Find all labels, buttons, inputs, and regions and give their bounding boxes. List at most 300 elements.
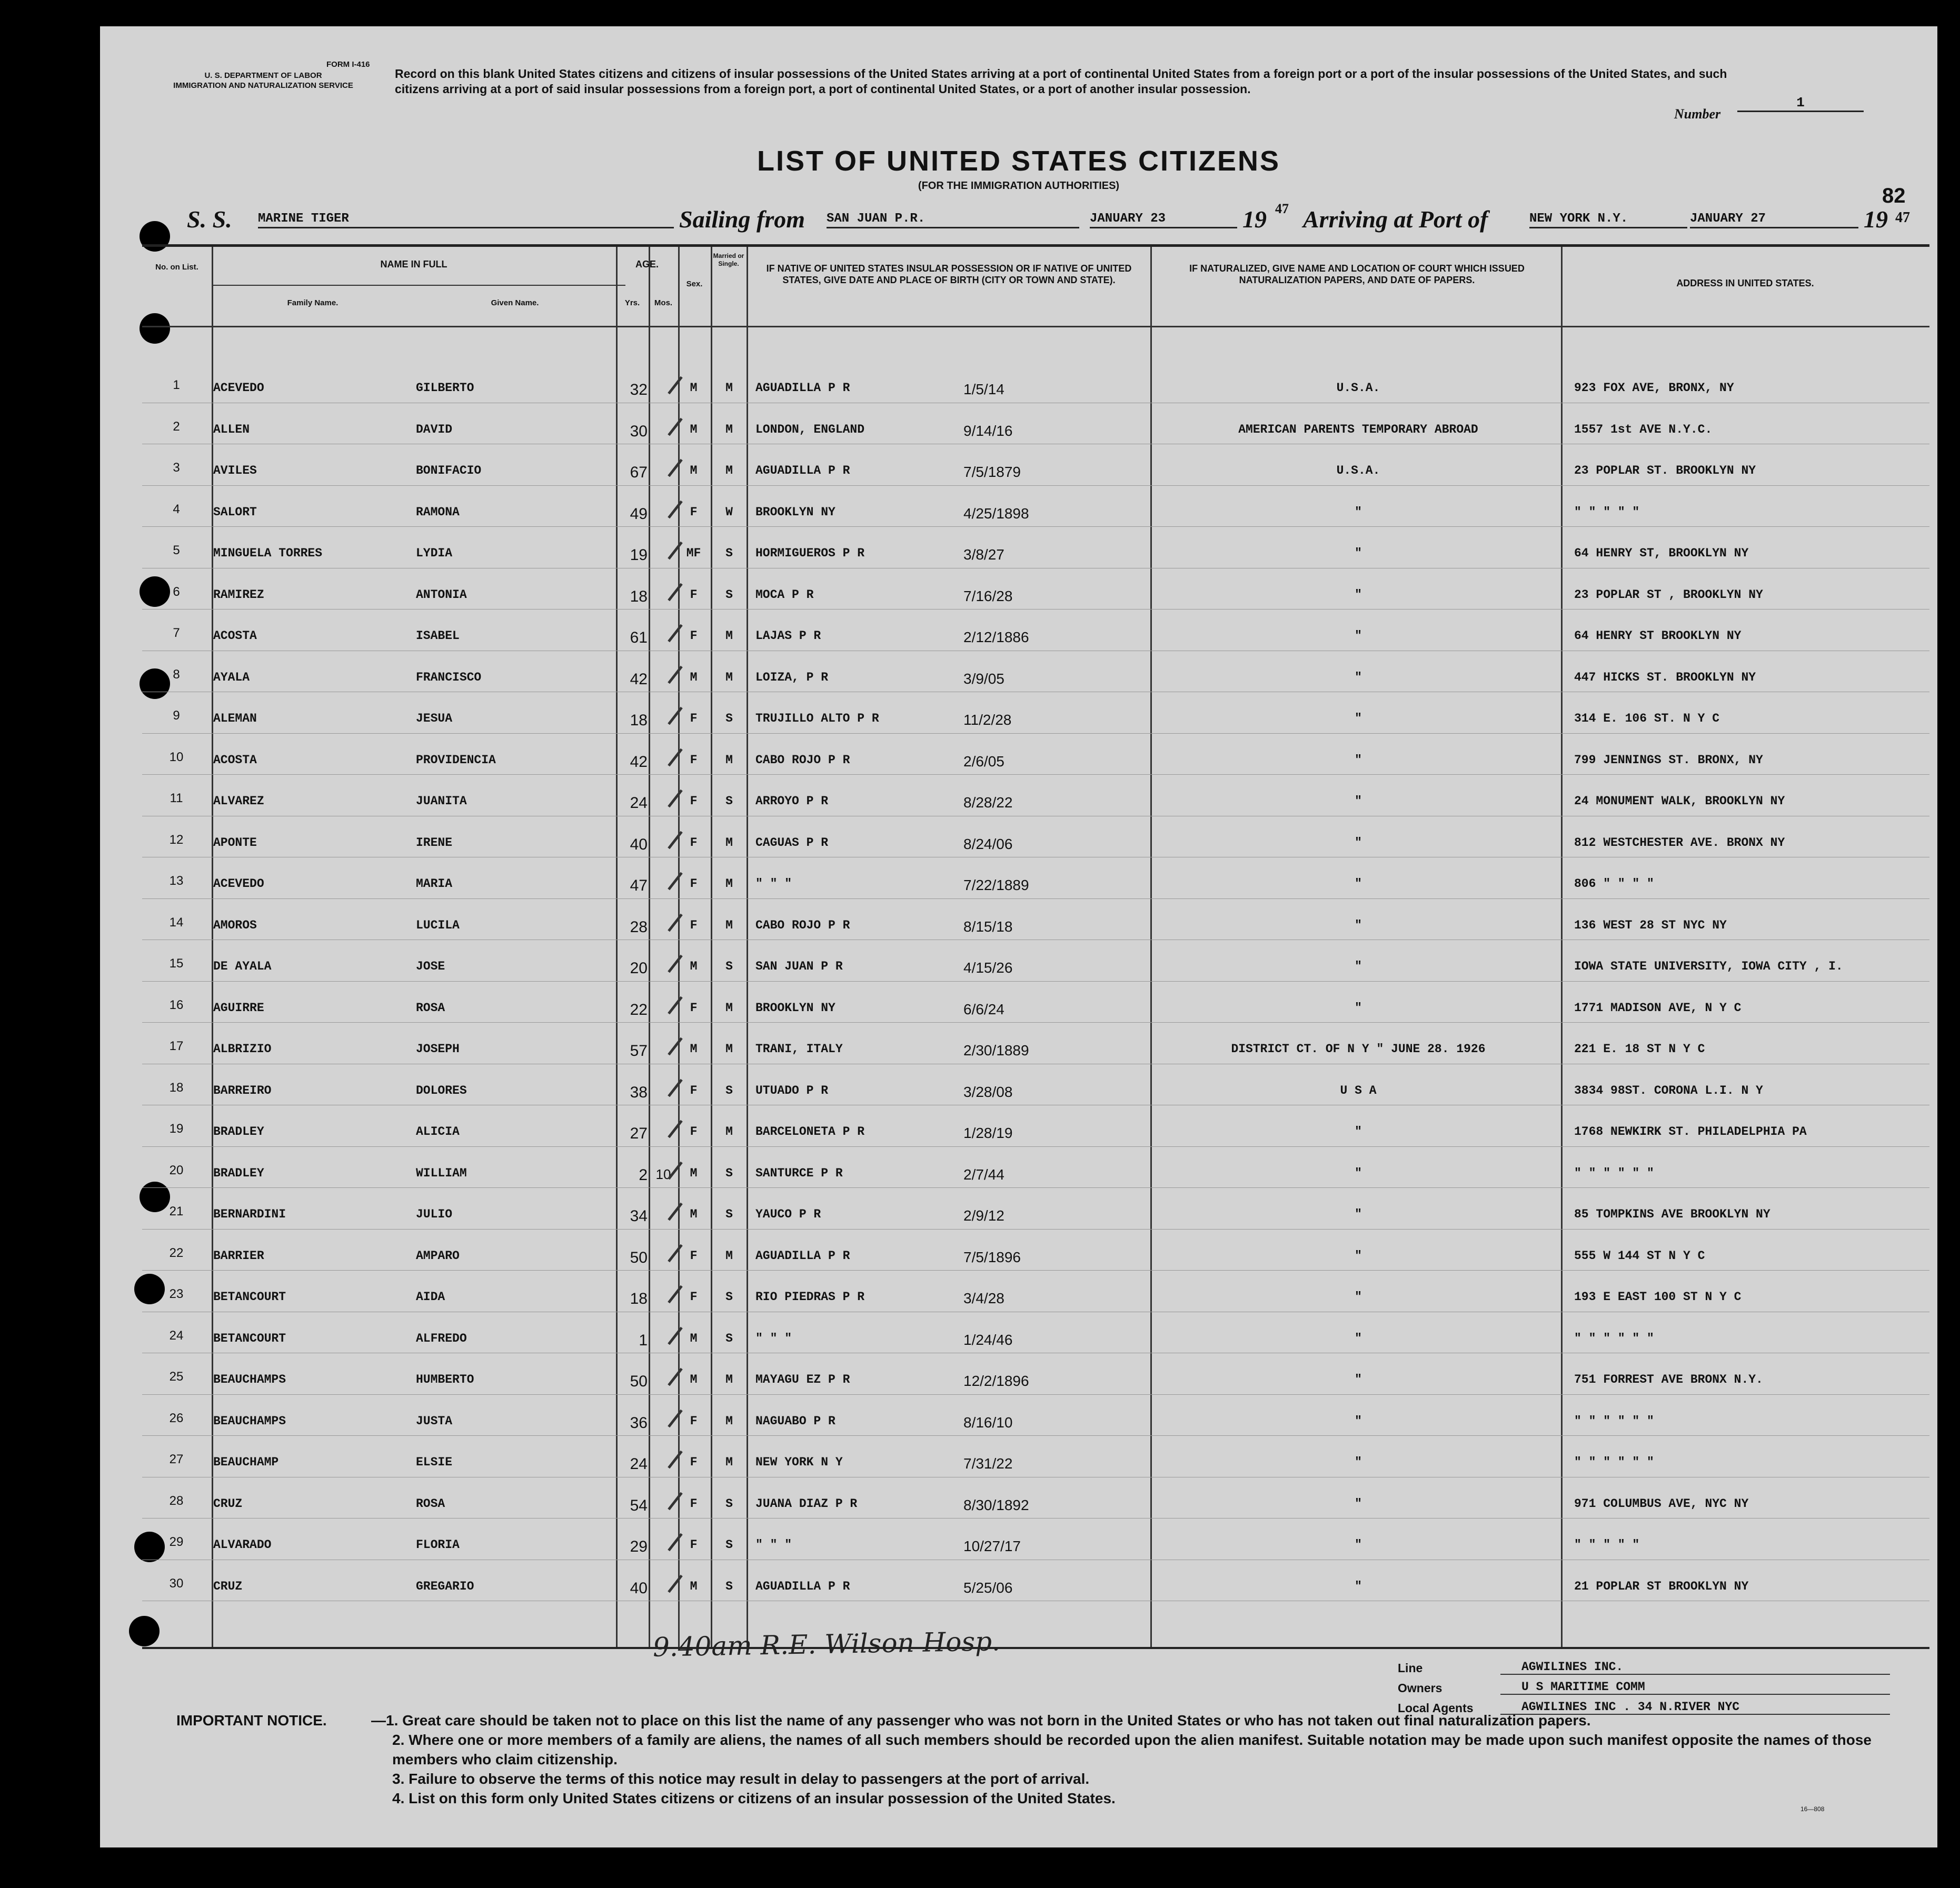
family-name: ACOSTA	[213, 753, 257, 767]
row-number: 2	[173, 419, 180, 434]
us-address: 923 FOX AVE, BRONX, NY	[1574, 381, 1734, 395]
notice-item-1: —1. Great care should be taken not to place on this list the name of any passenger who was not born in the United States or who has not taken out final naturalization papers.	[371, 1712, 1591, 1729]
given-name: JUANITA	[416, 794, 467, 808]
age-years: 50	[630, 1373, 648, 1390]
column-yrs: Yrs.	[624, 298, 640, 307]
us-address: 447 HICKS ST. BROOKLYN NY	[1574, 670, 1756, 684]
sex: F	[690, 505, 698, 519]
marital-status: S	[725, 546, 733, 560]
given-name: JOSEPH	[416, 1042, 460, 1056]
birth-date: 7/22/1889	[963, 877, 1029, 893]
table-row	[142, 660, 1929, 700]
marital-status: S	[725, 794, 733, 808]
agents-label: Local Agents	[1398, 1701, 1474, 1715]
age-years: 1	[639, 1331, 648, 1349]
row-number: 5	[173, 543, 180, 557]
sex: F	[690, 753, 698, 767]
naturalization: "	[1355, 835, 1362, 850]
ss-label: S. S.	[187, 206, 232, 233]
birth-place: " " "	[755, 877, 792, 891]
naturalization: "	[1355, 546, 1362, 560]
given-name: GILBERTO	[416, 381, 474, 395]
form-number: FORM I-416	[326, 60, 370, 69]
arriving-port: NEW YORK N.Y.	[1529, 212, 1687, 228]
naturalization: "	[1355, 712, 1362, 725]
marital-status: S	[725, 1290, 733, 1304]
birth-place: SANTURCE P R	[755, 1166, 843, 1180]
table-row	[142, 495, 1929, 535]
naturalization: "	[1355, 670, 1362, 684]
given-name: RAMONA	[416, 505, 460, 519]
row-number: 14	[169, 915, 184, 930]
department-name: U. S. DEPARTMENT OF LABOR	[204, 71, 322, 80]
marital-status: M	[725, 1042, 733, 1056]
family-name: AYALA	[213, 670, 250, 684]
voyage-line	[100, 200, 1937, 237]
marital-status: S	[725, 1331, 733, 1345]
manifest-page	[100, 26, 1937, 1847]
naturalization: U S A	[1340, 1083, 1377, 1097]
row-number: 12	[169, 832, 184, 847]
family-name: ACOSTA	[213, 629, 257, 643]
marital-status: S	[725, 1083, 733, 1097]
given-name: ROSA	[416, 1496, 445, 1511]
naturalization: U.S.A.	[1336, 464, 1380, 477]
column-age: AGE.	[635, 259, 659, 269]
column-name-in-full: NAME IN FULL	[380, 259, 447, 269]
family-name: AGUIRRE	[213, 1001, 264, 1015]
us-address: 971 COLUMBUS AVE, NYC NY	[1574, 1496, 1749, 1511]
marital-status: M	[725, 1455, 733, 1469]
row-number: 24	[169, 1328, 184, 1343]
naturalization: "	[1355, 587, 1362, 602]
marital-status: S	[725, 1538, 733, 1552]
birth-place: BROOKLYN NY	[755, 1001, 835, 1015]
row-number: 27	[169, 1452, 184, 1466]
marital-status: M	[725, 918, 733, 932]
age-years: 36	[630, 1414, 648, 1432]
family-name: ALBRIZIO	[213, 1042, 272, 1056]
family-name: BEAUCHAMPS	[213, 1373, 286, 1386]
naturalization: "	[1355, 877, 1362, 891]
naturalization: "	[1355, 1125, 1362, 1138]
family-name: ACEVEDO	[213, 381, 264, 395]
given-name: ISABEL	[416, 629, 460, 643]
sex: F	[690, 1083, 698, 1097]
line-value: AGWILINES INC.	[1500, 1660, 1890, 1675]
birth-place: UTUADO P R	[755, 1083, 829, 1097]
age-years: 22	[630, 1001, 648, 1018]
given-name: JESUA	[416, 712, 453, 725]
table-row	[142, 1156, 1929, 1196]
marital-status: S	[725, 587, 733, 602]
given-name: PROVIDENCIA	[416, 753, 496, 767]
us-address: " " " " " "	[1574, 1331, 1654, 1345]
naturalization: U.S.A.	[1336, 381, 1380, 395]
age-years: 24	[630, 794, 648, 812]
birth-place: SAN JUAN P R	[755, 960, 843, 973]
column-address: ADDRESS IN UNITED STATES.	[1676, 278, 1814, 288]
row-number: 26	[169, 1411, 184, 1425]
birth-place: JUANA DIAZ P R	[755, 1496, 858, 1511]
row-number: 11	[170, 791, 183, 805]
family-name: CRUZ	[213, 1496, 243, 1511]
naturalization: "	[1355, 629, 1362, 643]
given-name: FLORIA	[416, 1538, 460, 1552]
table-row	[142, 701, 1929, 741]
sex: F	[690, 1248, 698, 1263]
us-address: 799 JENNINGS ST. BRONX, NY	[1574, 753, 1763, 767]
arriving-label: Arriving at Port of	[1303, 206, 1488, 233]
birth-date: 2/12/1886	[963, 629, 1029, 645]
family-name: CRUZ	[213, 1579, 243, 1593]
family-name: BERNARDINI	[213, 1207, 286, 1221]
birth-date: 2/9/12	[963, 1207, 1004, 1224]
naturalization: "	[1355, 918, 1362, 932]
sailing-date: JANUARY 23	[1090, 212, 1237, 228]
birth-date: 1/5/14	[963, 381, 1004, 397]
birth-date: 8/16/10	[963, 1414, 1013, 1431]
notice-item-3: 3. Failure to observe the terms of this notice may result in delay to passengers at the port of arrival.	[392, 1771, 1090, 1787]
given-name: ALFREDO	[416, 1331, 467, 1345]
family-name: BRADLEY	[213, 1166, 264, 1180]
given-name: DAVID	[416, 422, 453, 436]
family-name: DE AYALA	[213, 960, 272, 973]
given-name: AIDA	[416, 1290, 445, 1304]
birth-date: 7/16/28	[963, 587, 1013, 604]
age-years: 2	[639, 1166, 648, 1184]
table-row	[142, 577, 1929, 617]
age-years: 42	[630, 670, 648, 688]
birth-place: AGUADILLA P R	[755, 1579, 850, 1593]
age-years: 34	[630, 1207, 648, 1225]
marital-status: S	[725, 1207, 733, 1221]
birth-place: CAGUAS P R	[755, 835, 829, 850]
page-subtitle: (FOR THE IMMIGRATION AUTHORITIES)	[918, 180, 1120, 192]
marital-status: M	[725, 1125, 733, 1138]
column-birth: IF NATIVE OF UNITED STATES INSULAR POSSESSION OR IF NATIVE OF UNITED STATES, GIVE DATE AND PLACE OF BIRTH (CITY OR TOWN AND STATE).	[766, 263, 1132, 285]
us-address: 812 WESTCHESTER AVE. BRONX NY	[1574, 835, 1785, 850]
table-row	[142, 784, 1929, 824]
number-value: 1	[1737, 95, 1864, 112]
row-number: 29	[169, 1535, 184, 1549]
sailing-label: Sailing from	[679, 206, 805, 233]
birth-place: BROOKLYN NY	[755, 505, 835, 519]
birth-place: LOIZA, P R	[755, 670, 829, 684]
row-number: 1	[173, 378, 180, 392]
table-row	[142, 1486, 1929, 1526]
age-years: 29	[630, 1538, 648, 1555]
age-years: 18	[630, 1290, 648, 1307]
family-name: ALVARADO	[213, 1538, 272, 1552]
table-row	[142, 743, 1929, 783]
page-title: LIST OF UNITED STATES CITIZENS	[757, 145, 1280, 177]
agents-value: AGWILINES INC . 34 N.RIVER NYC	[1500, 1700, 1890, 1715]
family-name: BEAUCHAMPS	[213, 1414, 286, 1428]
sex: F	[690, 918, 698, 932]
column-no: No. on List.	[155, 263, 198, 272]
family-name: BRADLEY	[213, 1125, 264, 1138]
family-name: BEAUCHAMP	[213, 1455, 279, 1469]
table-row	[142, 991, 1929, 1031]
sex: F	[690, 1496, 698, 1511]
given-name: GREGARIO	[416, 1579, 474, 1593]
table-row	[142, 1404, 1929, 1444]
family-name: AVILES	[213, 464, 257, 477]
table-row	[142, 1114, 1929, 1154]
birth-place: ARROYO P R	[755, 794, 829, 808]
birth-date: 5/25/06	[963, 1579, 1013, 1596]
sex: M	[690, 1042, 698, 1056]
family-name: ALLEN	[213, 422, 250, 436]
naturalization: AMERICAN PARENTS TEMPORARY ABROAD	[1238, 422, 1478, 436]
form-code: 16—808	[1800, 1805, 1825, 1813]
sex: F	[690, 1290, 698, 1304]
family-name: ALEMAN	[213, 712, 257, 725]
given-name: MARIA	[416, 877, 453, 891]
row-number: 28	[169, 1493, 184, 1508]
us-address: " " " " "	[1574, 505, 1640, 519]
row-number: 21	[169, 1204, 184, 1218]
age-years: 61	[630, 629, 648, 646]
sex: M	[690, 464, 698, 477]
naturalization: "	[1355, 1207, 1362, 1221]
birth-place: LAJAS P R	[755, 629, 821, 643]
birth-place: NAGUABO P R	[755, 1414, 835, 1428]
column-given-name: Given Name.	[491, 298, 539, 307]
us-address: 85 TOMPKINS AVE BROOKLYN NY	[1574, 1207, 1770, 1221]
table-row	[142, 1569, 1929, 1609]
us-address: 21 POPLAR ST BROOKLYN NY	[1574, 1579, 1749, 1593]
birth-date: 8/15/18	[963, 918, 1013, 935]
naturalization: "	[1355, 1538, 1362, 1552]
age-years: 67	[630, 464, 648, 481]
row-number: 13	[169, 874, 184, 888]
birth-place: YAUCO P R	[755, 1207, 821, 1221]
marital-status: M	[725, 422, 733, 436]
birth-date: 4/15/26	[963, 960, 1013, 976]
family-name: BETANCOURT	[213, 1331, 286, 1345]
naturalization: "	[1355, 794, 1362, 808]
naturalization: "	[1355, 1455, 1362, 1469]
us-address: 1771 MADISON AVE, N Y C	[1574, 1001, 1742, 1015]
given-name: ALICIA	[416, 1125, 460, 1138]
marital-status: S	[725, 1166, 733, 1180]
us-address: 806 " " " "	[1574, 877, 1654, 891]
page-number: 82	[1882, 184, 1906, 207]
marital-status: W	[725, 505, 733, 519]
given-name: JOSE	[416, 960, 445, 973]
table-row	[142, 1197, 1929, 1237]
notice-head: IMPORTANT NOTICE.	[176, 1712, 327, 1729]
family-name: ACEVEDO	[213, 877, 264, 891]
us-address: 221 E. 18 ST N Y C	[1574, 1042, 1705, 1056]
sex: F	[690, 629, 698, 643]
age-years: 50	[630, 1248, 648, 1266]
birth-place: AGUADILLA P R	[755, 1248, 850, 1263]
sex: F	[690, 1538, 698, 1552]
given-name: JUSTA	[416, 1414, 453, 1428]
table-row	[142, 1445, 1929, 1485]
age-years: 18	[630, 712, 648, 729]
family-name: RAMIREZ	[213, 587, 264, 602]
row-number: 17	[169, 1039, 184, 1053]
family-name: BARRIER	[213, 1248, 264, 1263]
table-row	[142, 371, 1929, 411]
row-number: 10	[169, 750, 184, 764]
given-name: ROSA	[416, 1001, 445, 1015]
sex: F	[690, 1125, 698, 1138]
us-address: " " " " " "	[1574, 1166, 1654, 1180]
table-row	[142, 453, 1929, 493]
sex: M	[690, 1331, 698, 1345]
arriving-year-prefix: 19	[1864, 206, 1888, 233]
birth-place: CABO ROJO P R	[755, 753, 850, 767]
table-row	[142, 536, 1929, 576]
us-address: 64 HENRY ST, BROOKLYN NY	[1574, 546, 1749, 560]
notice-item-4: 4. List on this form only United States citizens or citizens of an insular possession of the United States.	[392, 1790, 1116, 1806]
given-name: ANTONIA	[416, 587, 467, 602]
row-number: 6	[173, 584, 180, 599]
marital-status: M	[725, 1248, 733, 1263]
birth-date: 7/5/1879	[963, 464, 1021, 480]
table-row	[142, 908, 1929, 948]
marital-status: M	[725, 670, 733, 684]
birth-date: 8/24/06	[963, 835, 1013, 852]
sex: F	[690, 587, 698, 602]
row-number: 30	[169, 1576, 184, 1591]
age-years: 32	[630, 381, 648, 398]
birth-place: MOCA P R	[755, 587, 814, 602]
us-address: " " " " " "	[1574, 1455, 1654, 1469]
column-family-name: Family Name.	[287, 298, 339, 307]
birth-date: 2/7/44	[963, 1166, 1004, 1183]
row-number: 4	[173, 502, 180, 516]
marital-status: S	[725, 1496, 733, 1511]
given-name: LUCILA	[416, 918, 460, 932]
age-years: 40	[630, 835, 648, 853]
family-name: BETANCOURT	[213, 1290, 286, 1304]
row-number: 15	[169, 956, 184, 971]
family-name: AMOROS	[213, 918, 257, 932]
given-name: JULIO	[416, 1207, 453, 1221]
given-name: IRENE	[416, 835, 453, 850]
sex: M	[690, 381, 698, 395]
birth-date: 2/30/1889	[963, 1042, 1029, 1058]
marital-status: M	[725, 1373, 733, 1386]
row-number: 23	[169, 1287, 184, 1301]
birth-place: AGUADILLA P R	[755, 464, 850, 477]
sex: F	[690, 1001, 698, 1015]
marital-status: S	[725, 1579, 733, 1593]
row-number: 7	[173, 626, 180, 640]
sex: M	[690, 1373, 698, 1386]
age-years: 28	[630, 918, 648, 936]
birth-date: 9/14/16	[963, 422, 1013, 439]
marital-status: M	[725, 381, 733, 395]
age-years: 42	[630, 753, 648, 771]
marital-status: S	[725, 712, 733, 725]
us-address: 136 WEST 28 ST NYC NY	[1574, 918, 1727, 932]
birth-place: LONDON, ENGLAND	[755, 422, 865, 436]
birth-place: TRUJILLO ALTO P R	[755, 712, 879, 725]
birth-place: TRANI, ITALY	[755, 1042, 843, 1056]
family-name: SALORT	[213, 505, 257, 519]
table-row	[142, 1280, 1929, 1320]
sailing-year: 47	[1275, 201, 1289, 216]
given-name: ELSIE	[416, 1455, 453, 1469]
naturalization: "	[1355, 1248, 1362, 1263]
column-mos: Mos.	[654, 298, 673, 307]
naturalization: DISTRICT CT. OF N Y " JUNE 28. 1926	[1231, 1042, 1486, 1056]
marital-status: M	[725, 835, 733, 850]
family-name: APONTE	[213, 835, 257, 850]
birth-place: " " "	[755, 1331, 792, 1345]
marital-status: M	[725, 753, 733, 767]
naturalization: "	[1355, 1166, 1362, 1180]
sex: F	[690, 712, 698, 725]
birth-date: 4/25/1898	[963, 505, 1029, 522]
sex: M	[690, 1579, 698, 1593]
naturalization: "	[1355, 1331, 1362, 1345]
birth-date: 7/31/22	[963, 1455, 1013, 1472]
birth-date: 10/27/17	[963, 1538, 1021, 1554]
age-years: 19	[630, 546, 648, 564]
birth-date: 3/28/08	[963, 1083, 1013, 1100]
column-married-single: Married or Single.	[713, 252, 744, 267]
table-row	[142, 1073, 1929, 1113]
us-address: 23 POPLAR ST. BROOKLYN NY	[1574, 464, 1756, 477]
naturalization: "	[1355, 1579, 1362, 1593]
naturalization: "	[1355, 1290, 1362, 1304]
sailing-port: SAN JUAN P.R.	[827, 212, 1079, 228]
given-name: FRANCISCO	[416, 670, 482, 684]
birth-place: CABO ROJO P R	[755, 918, 850, 932]
notice-item-2: 2. Where one or more members of a family are aliens, the names of all such members should be recorded upon the alien manifest. Suitable notation may be made upon such manifest opposite the names of those members who claim citizenship.	[392, 1732, 1872, 1767]
sex: F	[690, 835, 698, 850]
age-years: 49	[630, 505, 648, 523]
row-number: 16	[169, 997, 184, 1012]
birth-place: RIO PIEDRAS P R	[755, 1290, 865, 1304]
marital-status: M	[725, 1414, 733, 1428]
table-row	[142, 866, 1929, 906]
us-address: 1557 1st AVE N.Y.C.	[1574, 422, 1713, 436]
owners-value: U S MARITIME COMM	[1500, 1680, 1890, 1695]
sex: M	[690, 670, 698, 684]
row-number: 25	[169, 1370, 184, 1384]
table-row	[142, 1321, 1929, 1361]
passenger-table	[142, 244, 1929, 1649]
table-row	[142, 1032, 1929, 1072]
family-name: ALVAREZ	[213, 794, 264, 808]
us-address: 555 W 144 ST N Y C	[1574, 1248, 1705, 1263]
age-years: 47	[630, 877, 648, 894]
arriving-year: 47	[1895, 209, 1910, 226]
naturalization: "	[1355, 1373, 1362, 1386]
given-name: DOLORES	[416, 1083, 467, 1097]
sex: F	[690, 1414, 698, 1428]
service-name: IMMIGRATION AND NATURALIZATION SERVICE	[173, 81, 353, 90]
naturalization: "	[1355, 505, 1362, 519]
naturalization: "	[1355, 1414, 1362, 1428]
us-address: 1768 NEWKIRK ST. PHILADELPHIA PA	[1574, 1125, 1807, 1138]
birth-place: NEW YORK N Y	[755, 1455, 843, 1469]
record-instructions: Record on this blank United States citizens and citizens of insular possessions of the United States arriving at a port of continental United States from a foreign port or a port of the insular possessions of the United States, and such citizens arriving at a port of said insular possessions from a foreign port, a port of continental United States, or a port of another insular possession.	[395, 67, 1727, 96]
birth-date: 6/6/24	[963, 1001, 1004, 1017]
us-address: 24 MONUMENT WALK, BROOKLYN NY	[1574, 794, 1785, 808]
row-number: 18	[169, 1080, 184, 1095]
birth-date: 7/5/1896	[963, 1248, 1021, 1265]
